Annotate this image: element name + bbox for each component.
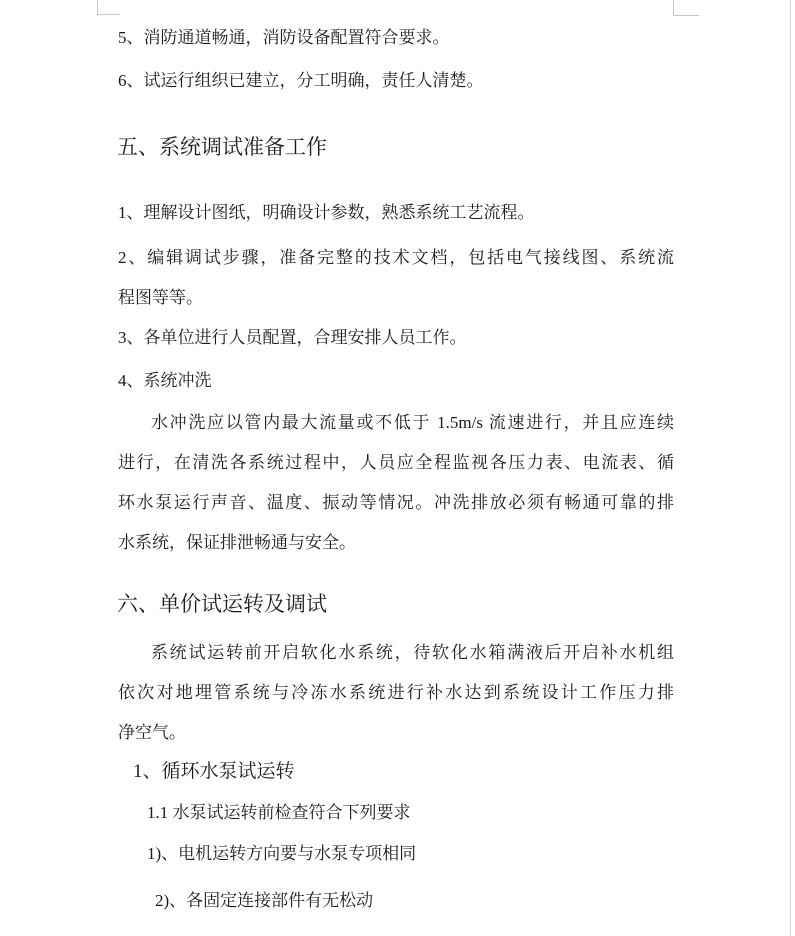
paragraph-line: 水系统，保证排泄畅通与安全。 [118, 533, 356, 552]
list-item-line: 程图等等。 [118, 288, 203, 307]
list-item-line: 1.1 水泵试运转前检查符合下列要求 [147, 803, 411, 822]
list-item-line: 1、理解设计图纸，明确设计参数，熟悉系统工艺流程。 [118, 203, 535, 222]
list-item-line: 4、系统冲洗 [118, 371, 212, 390]
margin-crop-mark-top-left-icon [97, 0, 120, 15]
sub-heading: 1、循环水泵试运转 [133, 761, 295, 782]
paragraph-line: 进行，在清洗各系统过程中，人员应全程监视各压力表、电流表、循 [118, 453, 674, 472]
section-heading: 五、系统调试准备工作 [117, 135, 327, 159]
page-right-border [790, 0, 791, 936]
list-item-line: 5、消防通道畅通，消防设备配置符合要求。 [118, 28, 450, 47]
paragraph-line: 依次对地埋管系统与冷冻水系统进行补水达到系统设计工作压力排 [118, 683, 674, 702]
paragraph-line: 净空气。 [118, 723, 186, 742]
paragraph-line: 系统试运转前开启软化水系统，待软化水箱满液后开启补水机组 [151, 643, 674, 662]
list-item-line: 1)、电机运转方向要与水泵专项相同 [147, 844, 417, 863]
list-item-line: 2)、各固定连接部件有无松动 [155, 891, 374, 910]
list-item-line: 2、编辑调试步骤，准备完整的技术文档，包括电气接线图、系统流 [118, 248, 674, 267]
margin-crop-mark-top-right-icon [673, 0, 699, 16]
section-heading: 六、单价试运转及调试 [117, 592, 327, 616]
list-item-line: 6、试运行组织已建立，分工明确，责任人清楚。 [118, 71, 484, 90]
paragraph-line: 水冲洗应以管内最大流量或不低于 1.5m/s 流速进行，并且应连续 [151, 413, 674, 432]
list-item-line: 3、各单位进行人员配置，合理安排人员工作。 [118, 328, 467, 347]
paragraph-line: 环水泵运行声音、温度、振动等情况。冲洗排放必须有畅通可靠的排 [118, 493, 674, 512]
